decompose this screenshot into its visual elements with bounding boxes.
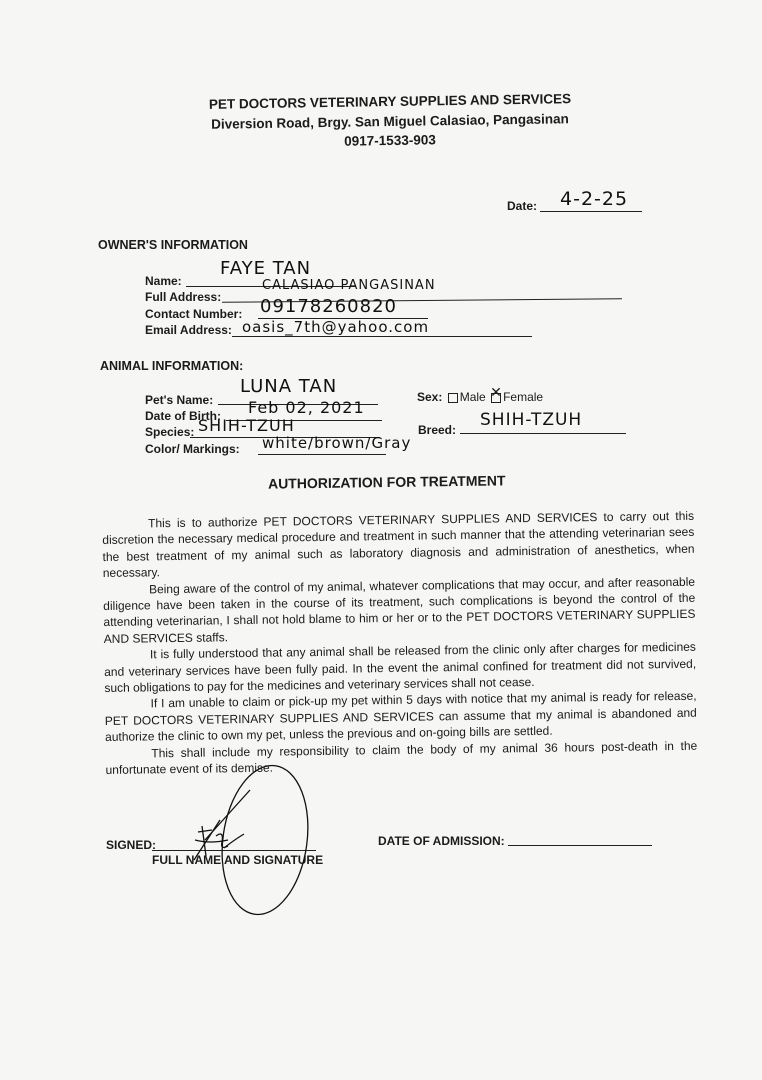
date-label: Date: — [507, 199, 538, 213]
animal-section-title: ANIMAL INFORMATION: — [100, 359, 244, 373]
dob-value: Feb 02, 2021 — [248, 398, 365, 417]
paragraph-2: Being aware of the control of my animal, whatever complications that may occur, and after reasonable diligence have been taken in the course of its treatment, such complications is beyond the control of the attending veterinarian, I shall not hold blame to him or her or to the PET DOCTORS VETERINARY SUPPLIES AND SERVICES staffs. — [103, 574, 696, 646]
owner-address-label: Full Address: — [145, 290, 222, 304]
owner-contact-value: 09178260820 — [260, 296, 397, 317]
handwritten-signature — [190, 760, 360, 920]
sex-field — [417, 384, 544, 404]
owner-name-value: FAYE TAN — [220, 258, 312, 279]
paragraph-5: This shall include my responsibility to claim the body of my animal 36 hours post-death in the unfortunate event of its demise. — [105, 738, 698, 778]
male-label: Male — [459, 390, 486, 404]
company-phone: 0917-1533-903 — [344, 132, 436, 149]
admission-label: DATE OF ADMISSION: — [378, 834, 505, 848]
owner-address-value: CALASIAO PANGASINAN — [262, 278, 436, 293]
female-check-mark: ✕ — [490, 384, 502, 401]
company-address: Diversion Road, Brgy. San Miguel Calasiao, Pangasinan — [211, 111, 569, 132]
owner-contact-label: Contact Number: — [145, 307, 243, 321]
female-label: Female — [503, 390, 544, 404]
owner-name-label: Name: — [145, 274, 182, 288]
breed-label: Breed: — [418, 423, 457, 437]
date-line — [540, 211, 642, 212]
dob-label: Date of Birth: — [145, 409, 221, 423]
owner-email-value: oasis_7th@yahoo.com — [242, 318, 430, 336]
female-checkbox[interactable] — [490, 384, 502, 403]
species-value: SHIH-TZUH — [198, 416, 295, 435]
authorization-body — [102, 508, 698, 779]
owner-section-title: OWNER'S INFORMATION — [98, 238, 248, 252]
species-label: Species: — [145, 425, 195, 439]
male-checkbox[interactable] — [448, 393, 458, 403]
signature-caption: FULL NAME AND SIGNATURE — [152, 853, 324, 867]
company-name: PET DOCTORS VETERINARY SUPPLIES AND SERVICES — [208, 91, 572, 112]
date-value: 4-2-25 — [560, 188, 629, 210]
breed-line — [460, 433, 626, 434]
paragraph-3: It is fully understood that any animal shall be released from the clinic only after charges for medicines and veterinary services have been fully paid. In the event the animal confined for treatment did not survived, such obligations to pay for the medicines and veterinary services shall not cease. — [104, 639, 697, 696]
color-line — [258, 454, 386, 455]
color-value: white/brown/Gray — [262, 434, 412, 452]
breed-value: SHIH-TZUH — [480, 410, 583, 430]
color-label: Color/ Markings: — [145, 442, 240, 456]
owner-email-label: Email Address: — [145, 323, 232, 337]
paragraph-1: This is to authorize PET DOCTORS VETERINARY SUPPLIES AND SERVICES to carry out this discretion the necessary medical procedure and treatment in such manner that the attending veterinarian sees the best treatment of my animal such as laboratory diagnosis and administration of anesthetics, when necessary. — [102, 508, 695, 581]
owner-email-line — [232, 336, 532, 337]
pet-name-value: LUNA TAN — [240, 376, 338, 397]
admission-line — [508, 845, 652, 846]
sex-label: Sex: — [417, 390, 443, 404]
signed-label: SIGNED: — [106, 838, 157, 852]
pet-name-label: Pet's Name: — [145, 393, 214, 407]
authorization-title: AUTHORIZATION FOR TREATMENT — [267, 472, 506, 492]
paragraph-4: If I am unable to claim or pick-up my pet within 5 days with notice that my animal is ready for release, PET DOCTORS VETERINARY SUPPLIES AND SERVICES can assume that my animal is abandoned and authorize the clinic to own my pet, unless the previous and on-going bills are settled. — [104, 689, 697, 745]
